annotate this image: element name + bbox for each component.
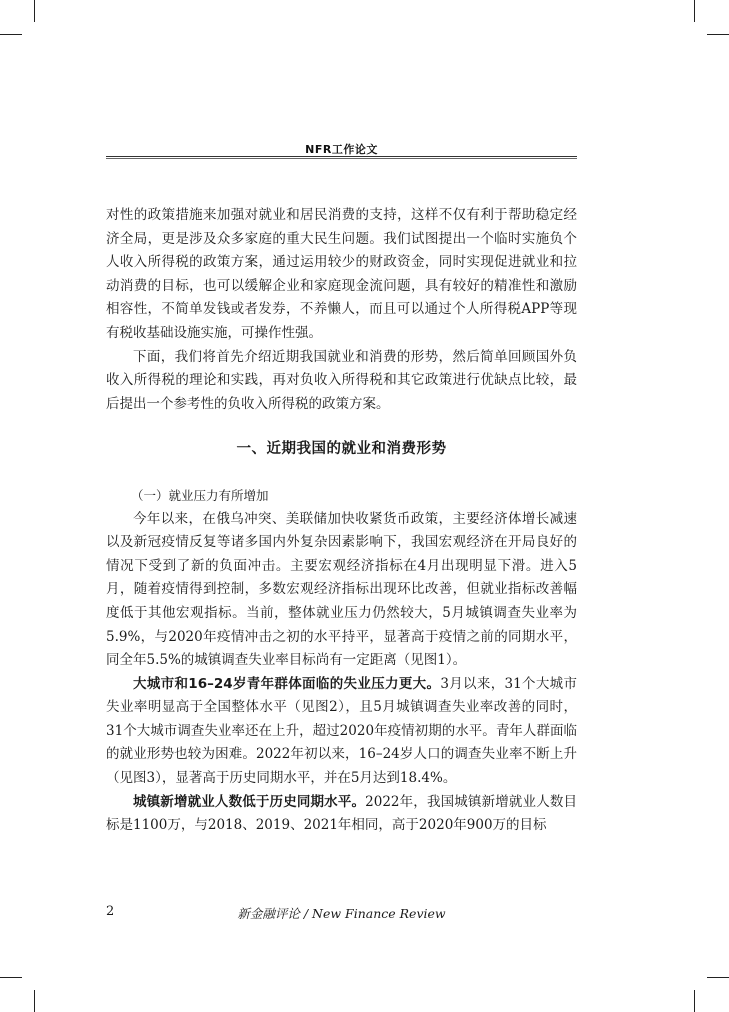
body-text: [106, 204, 577, 838]
paragraph: 下面，我们将首先介绍近期我国就业和消费的形势，然后简单回顾国外负收入所得税的理论和实践，再对负收入所得税和其它政策进行优缺点比较，最后提出一个参考性的负收入所得税的政策方案。: [106, 348, 577, 412]
page-number: 2: [106, 904, 115, 919]
running-header: NFR工作论文: [305, 143, 378, 156]
crop-mark: [707, 977, 729, 978]
subsection-heading: （一）就业压力有所增加: [131, 487, 269, 503]
paragraph-body: 3月以来，31个大城市失业率明显高于全国整体水平（见图2），且5月城镇调查失业率改善的同时，31个大城市调查失业率还在上升，超过2020年疫情初期的水平。青年人群面临的就业形势也较为困难。2022年初以来，16–24岁人口的调查失业率不断上升（见图3），显著高于历史同期水平，并在5月达到18.4%。: [106, 675, 577, 787]
header-rule: [106, 156, 577, 159]
crop-mark: [34, 0, 35, 22]
crop-mark: [0, 977, 22, 978]
crop-mark: [34, 990, 35, 1012]
paragraph-body: 2022年，我国城镇新增就业人数目标是1100万，与2018、2019、2021年相同，高于2020年900万的目标: [106, 793, 578, 834]
crop-mark: [694, 0, 695, 22]
paragraph: [106, 673, 577, 791]
crop-mark: [707, 34, 729, 35]
paragraph: 对性的政策措施来加强对就业和居民消费的支持，这样不仅有利于帮助稳定经济全局，更是涉及众多家庭的重大民生问题。我们试图提出一个临时实施负个人收入所得税的政策方案，通过运用较少的财政资金，同时实现促进就业和拉动消费的目标，也可以缓解企业和家庭现金流问题，具有较好的精准性和激励相容性，不简单发钱或者发券，不养懒人，而且可以通过个人所得税APP等现有税收基础设施实施，可操作性强。: [106, 207, 577, 341]
journal-name: 新金融评论 / New Finance Review: [237, 906, 446, 921]
paragraph-lead: 大城市和16–24岁青年群体面临的失业压力更大。: [133, 675, 441, 692]
paragraph: 今年以来，在俄乌冲突、美联储加快收紧货币政策，主要经济体增长减速以及新冠疫情反复等诸多国内外复杂因素影响下，我国宏观经济在开局良好的情况下受到了新的负面冲击。主要宏观经济指标在4月出现明显下滑。进入5月，随着疫情得到控制，多数宏观经济指标出现环比改善，但就业指标改善幅度低于其他宏观指标。当前，整体就业压力仍然较大，5月城镇调查失业率为5.9%，与2020年疫情冲击之初的水平持平，显著高于疫情之前的同期水平，同全年5.5%的城镇调查失业率目标尚有一定距离（见图1）。: [106, 510, 577, 669]
paragraph-lead: 城镇新增就业人数低于历史同期水平。: [133, 793, 366, 810]
crop-mark: [694, 990, 695, 1012]
paragraph: [106, 791, 577, 838]
crop-mark: [0, 34, 22, 35]
section-heading: 一、近期我国的就业和消费形势: [236, 441, 447, 458]
